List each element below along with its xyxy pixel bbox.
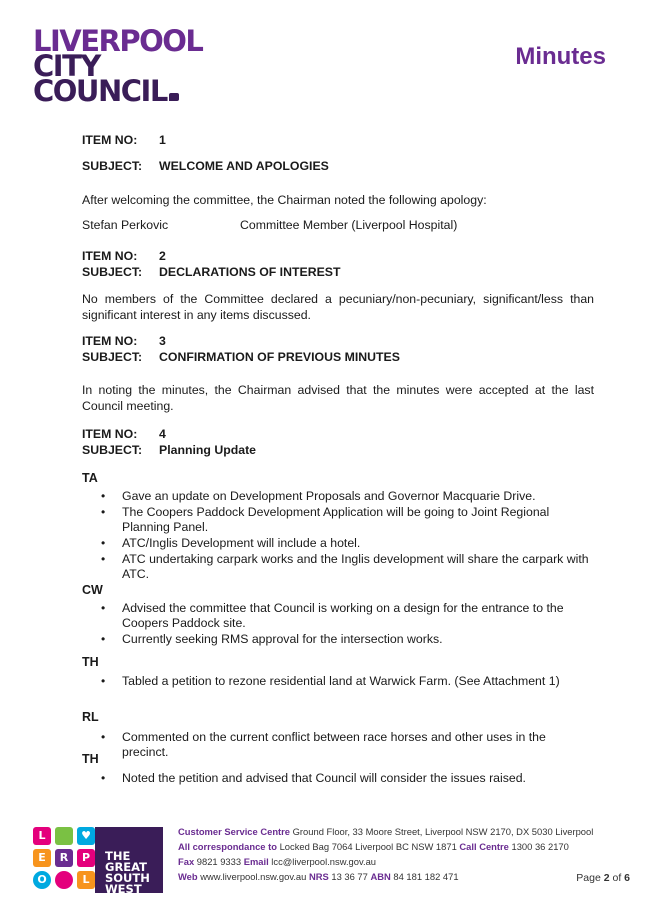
contact-label: All correspondance to [178, 841, 277, 852]
tile-pattern-icon [55, 827, 73, 845]
item-label: ITEM NO: [82, 133, 138, 147]
tile-l-icon: L [33, 827, 51, 845]
logo-line-1: LIVERPOOL [33, 24, 203, 58]
contact-text: lcc@liverpool.nsw.gov.au [268, 856, 377, 867]
speaker-code: TA [82, 471, 98, 485]
item-number-row [82, 132, 594, 148]
list-item: • Commented on the current conflict between race horses and other uses in the precinct. [82, 730, 592, 760]
subject-row [82, 158, 594, 174]
item-1 [82, 132, 594, 232]
contact-text: Ground Floor, 33 Moore Street, Liverpool NSW 2170, DX 5030 Liverpool [290, 826, 594, 837]
subject-row [82, 264, 594, 280]
list-item: • The Coopers Paddock Development Application will be going to Joint Regional Planning Panel. [82, 505, 592, 535]
item-text: After welcoming the committee, the Chairman noted the following apology: [82, 193, 487, 207]
page-prefix: Page [576, 872, 604, 884]
contact-label: Web [178, 871, 198, 882]
item-number-row [82, 333, 594, 349]
document-title: Minutes [515, 43, 606, 70]
item-label: ITEM NO: [82, 249, 138, 263]
apology-row [82, 218, 594, 232]
item-number: 4 [159, 427, 166, 441]
item-number: 2 [159, 249, 166, 263]
update-ta [82, 471, 592, 583]
list-item: • Tabled a petition to rezone residential land at Warwick Farm. (See Attachment 1) [82, 674, 592, 689]
contact-label: Fax [178, 856, 195, 867]
update-th-1 [82, 655, 592, 690]
item-label: ITEM NO: [82, 334, 138, 348]
bullet-list [82, 771, 592, 786]
page-current: 2 [603, 872, 610, 884]
speaker-code: TH [82, 752, 99, 766]
item-label: ITEM NO: [82, 427, 138, 441]
contact-label: Email [243, 856, 269, 867]
page-footer [0, 818, 652, 918]
item-3 [82, 333, 594, 414]
contact-details [178, 824, 628, 884]
gsw-line: WEST [105, 882, 142, 896]
subject-text: Planning Update [159, 443, 257, 457]
contact-label: ABN [370, 871, 391, 882]
subject-row [82, 349, 594, 365]
contact-text: 1300 36 2170 [508, 841, 569, 852]
speaker-code: RL [82, 710, 99, 724]
item-4 [82, 426, 256, 458]
list-item: • ATC undertaking carpark works and the Inglis development will share the carpark with ATC. [82, 552, 592, 582]
tile-circle-icon [55, 871, 73, 889]
item-number: 1 [159, 133, 166, 147]
list-item: • Currently seeking RMS approval for the intersection works. [82, 632, 592, 647]
item-text: No members of the Committee declared a pecuniary/non-pecuniary, significant/less than significant interest in any items discussed. [82, 292, 594, 322]
apology-name: Stefan Perkovic [82, 218, 169, 232]
subject-label: SUBJECT: [82, 350, 143, 364]
contact-label: Customer Service Centre [178, 826, 291, 837]
contact-text: 84 181 182 471 [390, 871, 459, 882]
tile-r-icon: R [55, 849, 73, 867]
tile-heart-icon: ♥ [77, 827, 95, 845]
contact-text: www.liverpool.nsw.gov.au [197, 871, 309, 882]
subject-row [82, 442, 256, 458]
council-logo [33, 24, 203, 108]
subject-label: SUBJECT: [82, 265, 143, 279]
page-number [576, 872, 630, 884]
item-number: 3 [159, 334, 166, 348]
subject-label: SUBJECT: [82, 159, 143, 173]
contact-label: Call Centre [459, 841, 509, 852]
tile-o-icon: O [33, 871, 51, 889]
contact-line-2 [178, 839, 628, 854]
item-number-row [82, 426, 256, 442]
update-th-2 [82, 752, 592, 787]
list-item: • Noted the petition and advised that Council will consider the issues raised. [82, 771, 592, 786]
bullet-list [82, 601, 592, 647]
logo-mark-icon [169, 93, 179, 101]
tile-p-icon: P [77, 849, 95, 867]
bullet-list [82, 489, 592, 582]
item-text: In noting the minutes, the Chairman advised that the minutes were accepted at the last Council meeting. [82, 383, 594, 413]
gsw-line: GREAT [105, 860, 148, 874]
speaker-code: CW [82, 583, 103, 597]
speaker-code: TH [82, 655, 99, 669]
item-number-row [82, 248, 594, 264]
logo-line-2: CITY [33, 49, 100, 83]
tile-e-icon: E [33, 849, 51, 867]
subject-text: CONFIRMATION OF PREVIOUS MINUTES [159, 350, 400, 364]
bullet-list [82, 674, 592, 689]
contact-text: 9821 9333 [194, 856, 244, 867]
item-2 [82, 248, 594, 323]
contact-text: 13 36 77 [328, 871, 371, 882]
page-of: of [609, 872, 625, 884]
gsw-text [105, 851, 150, 895]
contact-line-3 [178, 854, 628, 869]
gsw-line: SOUTH [105, 871, 150, 885]
logo-line-3: COUNCIL [33, 74, 167, 108]
contact-label: NRS [308, 871, 329, 882]
subject-text: DECLARATIONS OF INTEREST [159, 265, 341, 279]
subject-text: WELCOME AND APOLOGIES [159, 159, 329, 173]
tile-l2-icon: L [77, 871, 95, 889]
list-item: • ATC/Inglis Development will include a hotel. [82, 536, 592, 551]
apology-role: Committee Member (Liverpool Hospital) [240, 218, 458, 232]
gsw-line: THE [105, 849, 131, 863]
contact-line-4 [178, 869, 628, 884]
contact-line-1 [178, 824, 628, 839]
list-item: • Gave an update on Development Proposals and Governor Macquarie Drive. [82, 489, 592, 504]
update-cw [82, 583, 592, 648]
great-south-west-logo [95, 827, 163, 896]
subject-label: SUBJECT: [82, 443, 143, 457]
letter-tiles-logo [33, 827, 99, 893]
contact-text: Locked Bag 7064 Liverpool BC NSW 1871 [276, 841, 460, 852]
list-item: • Advised the committee that Council is working on a design for the entrance to the Coopers Paddock site. [82, 601, 592, 631]
page-total: 6 [624, 872, 630, 884]
